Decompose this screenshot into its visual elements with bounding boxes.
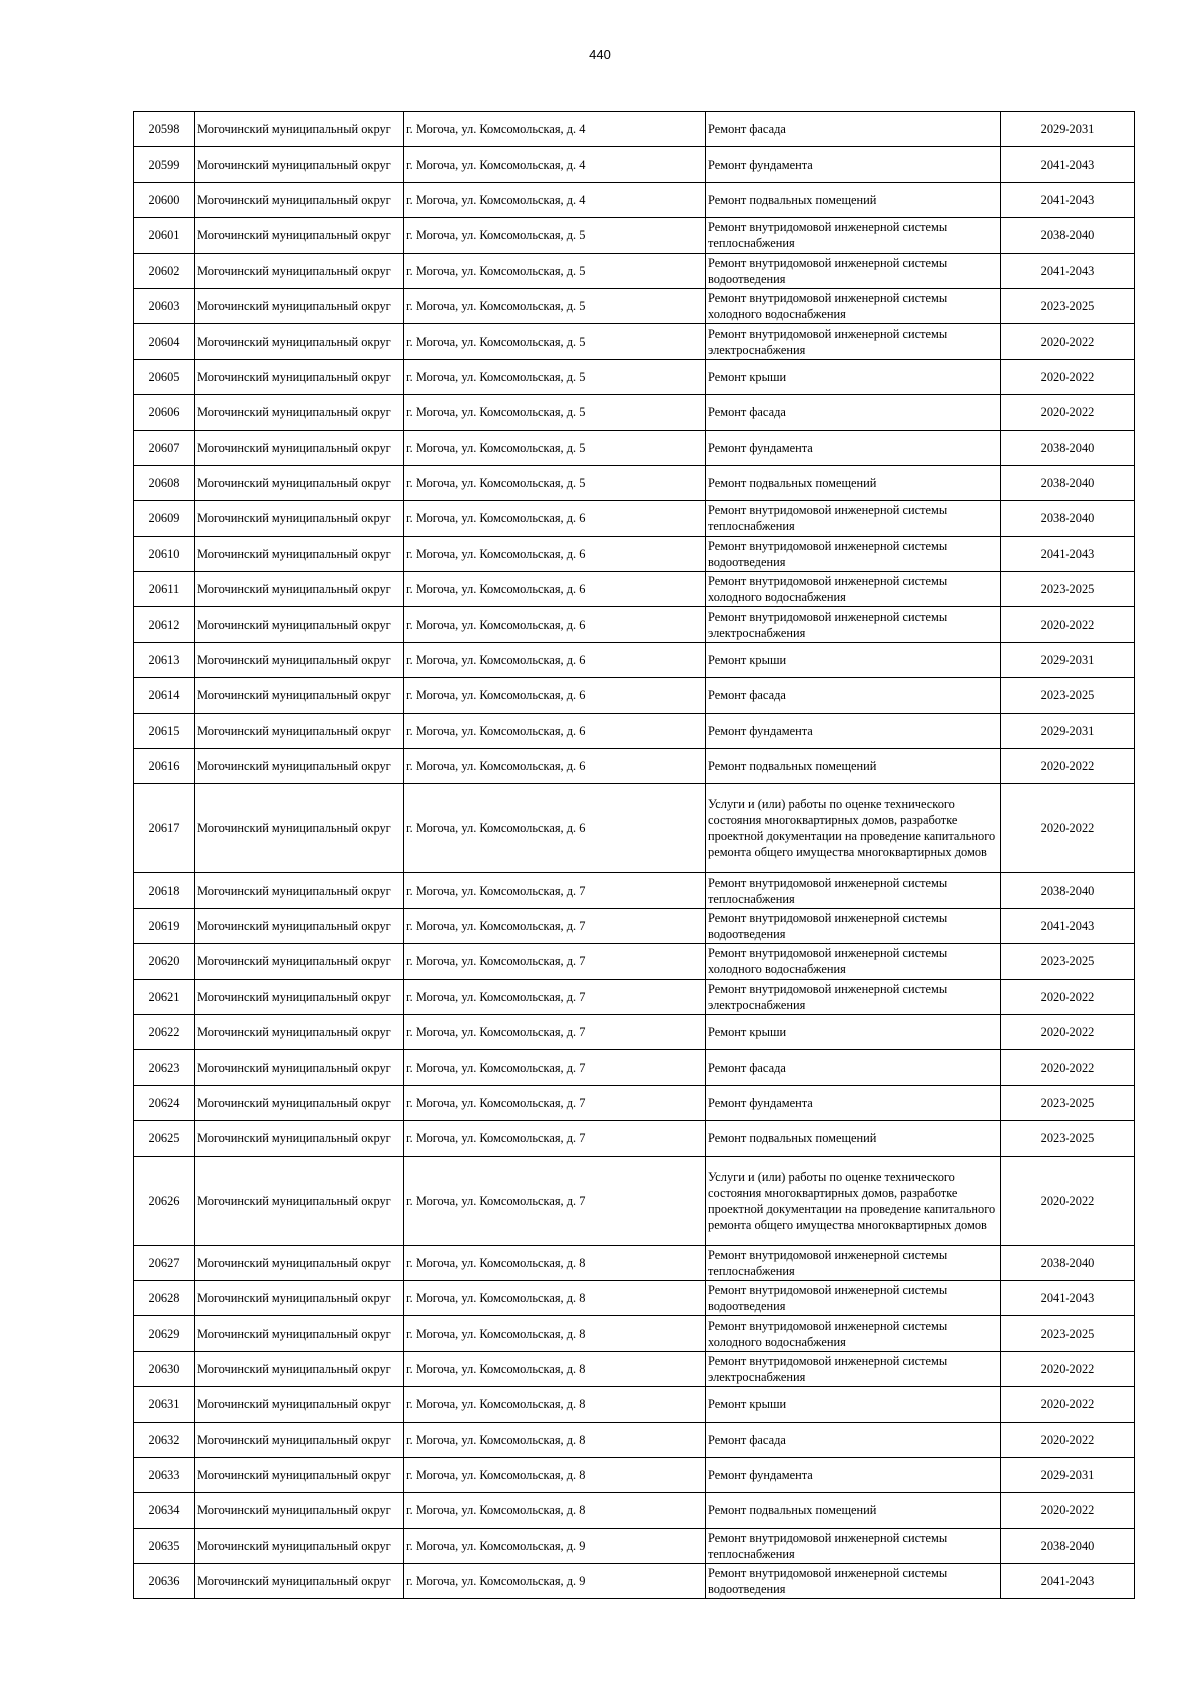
cell-period: 2029-2031: [1001, 112, 1135, 147]
cell-work-type: Ремонт фасада: [706, 112, 1001, 147]
cell-municipality: Могочинский муниципальный округ: [195, 784, 404, 873]
cell-address: г. Могоча, ул. Комсомольская, д. 7: [404, 1121, 706, 1156]
cell-work-type: Ремонт внутридомовой инженерной системы электроснабжения: [706, 979, 1001, 1014]
cell-period: 2023-2025: [1001, 678, 1135, 713]
cell-address: г. Могоча, ул. Комсомольская, д. 5: [404, 253, 706, 288]
cell-municipality: Могочинский муниципальный округ: [195, 1121, 404, 1156]
table-row: [134, 465, 1135, 500]
cell-municipality: Могочинский муниципальный округ: [195, 1014, 404, 1049]
table-row: [134, 873, 1135, 908]
cell-number: 20616: [134, 749, 195, 784]
cell-number: 20598: [134, 112, 195, 147]
table-row: [134, 359, 1135, 394]
cell-municipality: Могочинский муниципальный округ: [195, 324, 404, 359]
cell-period: 2020-2022: [1001, 1351, 1135, 1386]
cell-work-type: Ремонт внутридомовой инженерной системы водоотведения: [706, 253, 1001, 288]
table-row: [134, 1316, 1135, 1351]
cell-address: г. Могоча, ул. Комсомольская, д. 6: [404, 501, 706, 536]
cell-work-type: Ремонт крыши: [706, 1014, 1001, 1049]
cell-municipality: Могочинский муниципальный округ: [195, 1493, 404, 1528]
cell-municipality: Могочинский муниципальный округ: [195, 465, 404, 500]
cell-number: 20629: [134, 1316, 195, 1351]
cell-work-type: Ремонт крыши: [706, 359, 1001, 394]
cell-municipality: Могочинский муниципальный округ: [195, 873, 404, 908]
cell-number: 20632: [134, 1422, 195, 1457]
cell-number: 20623: [134, 1050, 195, 1085]
cell-number: 20600: [134, 182, 195, 217]
cell-municipality: Могочинский муниципальный округ: [195, 678, 404, 713]
cell-number: 20620: [134, 944, 195, 979]
cell-work-type: Ремонт подвальных помещений: [706, 182, 1001, 217]
cell-number: 20601: [134, 218, 195, 253]
cell-work-type: Ремонт подвальных помещений: [706, 749, 1001, 784]
table-row: [134, 1280, 1135, 1315]
cell-work-type: Ремонт внутридомовой инженерной системы холодного водоснабжения: [706, 944, 1001, 979]
cell-work-type: Ремонт фундамента: [706, 430, 1001, 465]
table-row: [134, 908, 1135, 943]
cell-number: 20627: [134, 1245, 195, 1280]
cell-number: 20626: [134, 1156, 195, 1245]
cell-address: г. Могоча, ул. Комсомольская, д. 5: [404, 218, 706, 253]
cell-work-type: Ремонт внутридомовой инженерной системы холодного водоснабжения: [706, 1316, 1001, 1351]
cell-period: 2041-2043: [1001, 147, 1135, 182]
cell-period: 2041-2043: [1001, 908, 1135, 943]
cell-municipality: Могочинский муниципальный округ: [195, 749, 404, 784]
cell-address: г. Могоча, ул. Комсомольская, д. 6: [404, 536, 706, 571]
cell-address: г. Могоча, ул. Комсомольская, д. 7: [404, 944, 706, 979]
cell-period: 2020-2022: [1001, 1156, 1135, 1245]
cell-period: 2020-2022: [1001, 1493, 1135, 1528]
cell-address: г. Могоча, ул. Комсомольская, д. 5: [404, 465, 706, 500]
cell-work-type: Ремонт фундамента: [706, 147, 1001, 182]
table-row: [134, 1121, 1135, 1156]
cell-period: 2029-2031: [1001, 1457, 1135, 1492]
cell-work-type: Ремонт фундамента: [706, 1085, 1001, 1120]
cell-number: 20628: [134, 1280, 195, 1315]
cell-number: 20610: [134, 536, 195, 571]
table-row: [134, 182, 1135, 217]
table-row: [134, 1457, 1135, 1492]
cell-period: 2023-2025: [1001, 1121, 1135, 1156]
cell-address: г. Могоча, ул. Комсомольская, д. 9: [404, 1528, 706, 1563]
cell-address: г. Могоча, ул. Комсомольская, д. 4: [404, 112, 706, 147]
cell-number: 20606: [134, 395, 195, 430]
cell-work-type: Ремонт подвальных помещений: [706, 1493, 1001, 1528]
cell-number: 20599: [134, 147, 195, 182]
table-row: [134, 501, 1135, 536]
cell-address: г. Могоча, ул. Комсомольская, д. 7: [404, 1014, 706, 1049]
cell-period: 2038-2040: [1001, 1528, 1135, 1563]
table-row: [134, 1156, 1135, 1245]
table-row: [134, 1422, 1135, 1457]
cell-period: 2020-2022: [1001, 1014, 1135, 1049]
cell-address: г. Могоча, ул. Комсомольская, д. 8: [404, 1316, 706, 1351]
cell-period: 2023-2025: [1001, 572, 1135, 607]
table-row: [134, 1014, 1135, 1049]
cell-municipality: Могочинский муниципальный округ: [195, 944, 404, 979]
table-row: [134, 324, 1135, 359]
cell-period: 2041-2043: [1001, 182, 1135, 217]
cell-work-type: Ремонт внутридомовой инженерной системы теплоснабжения: [706, 501, 1001, 536]
cell-work-type: Ремонт внутридомовой инженерной системы теплоснабжения: [706, 1528, 1001, 1563]
page-number: 440: [589, 47, 611, 62]
table-row: [134, 218, 1135, 253]
cell-address: г. Могоча, ул. Комсомольская, д. 8: [404, 1280, 706, 1315]
cell-municipality: Могочинский муниципальный округ: [195, 536, 404, 571]
table-row: [134, 430, 1135, 465]
cell-period: 2020-2022: [1001, 749, 1135, 784]
cell-period: 2038-2040: [1001, 465, 1135, 500]
cell-address: г. Могоча, ул. Комсомольская, д. 7: [404, 1050, 706, 1085]
cell-address: г. Могоча, ул. Комсомольская, д. 8: [404, 1245, 706, 1280]
cell-number: 20625: [134, 1121, 195, 1156]
table-row: [134, 1245, 1135, 1280]
cell-municipality: Могочинский муниципальный округ: [195, 430, 404, 465]
cell-number: 20611: [134, 572, 195, 607]
cell-municipality: Могочинский муниципальный округ: [195, 1457, 404, 1492]
cell-number: 20602: [134, 253, 195, 288]
cell-period: 2020-2022: [1001, 359, 1135, 394]
cell-number: 20608: [134, 465, 195, 500]
cell-municipality: Могочинский муниципальный округ: [195, 1316, 404, 1351]
table-row: [134, 1528, 1135, 1563]
cell-address: г. Могоча, ул. Комсомольская, д. 7: [404, 979, 706, 1014]
cell-period: 2023-2025: [1001, 944, 1135, 979]
cell-address: г. Могоча, ул. Комсомольская, д. 6: [404, 749, 706, 784]
cell-address: г. Могоча, ул. Комсомольская, д. 7: [404, 908, 706, 943]
cell-address: г. Могоча, ул. Комсомольская, д. 6: [404, 784, 706, 873]
cell-number: 20624: [134, 1085, 195, 1120]
cell-address: г. Могоча, ул. Комсомольская, д. 9: [404, 1564, 706, 1599]
cell-period: 2041-2043: [1001, 1280, 1135, 1315]
table-row: [134, 253, 1135, 288]
cell-number: 20633: [134, 1457, 195, 1492]
cell-address: г. Могоча, ул. Комсомольская, д. 7: [404, 1085, 706, 1120]
cell-address: г. Могоча, ул. Комсомольская, д. 5: [404, 359, 706, 394]
cell-period: 2020-2022: [1001, 1387, 1135, 1422]
cell-work-type: Ремонт подвальных помещений: [706, 1121, 1001, 1156]
cell-period: 2041-2043: [1001, 1564, 1135, 1599]
table-row: [134, 749, 1135, 784]
table-row: [134, 784, 1135, 873]
cell-work-type: Ремонт крыши: [706, 642, 1001, 677]
cell-work-type: Ремонт фундамента: [706, 713, 1001, 748]
cell-number: 20609: [134, 501, 195, 536]
cell-period: 2041-2043: [1001, 253, 1135, 288]
cell-number: 20604: [134, 324, 195, 359]
cell-address: г. Могоча, ул. Комсомольская, д. 7: [404, 1156, 706, 1245]
cell-number: 20636: [134, 1564, 195, 1599]
table-row: [134, 713, 1135, 748]
cell-address: г. Могоча, ул. Комсомольская, д. 8: [404, 1422, 706, 1457]
cell-number: 20631: [134, 1387, 195, 1422]
cell-address: г. Могоча, ул. Комсомольская, д. 8: [404, 1387, 706, 1422]
cell-address: г. Могоча, ул. Комсомольская, д. 5: [404, 288, 706, 323]
cell-number: 20607: [134, 430, 195, 465]
repair-schedule-table: [133, 111, 1135, 1599]
cell-municipality: Могочинский муниципальный округ: [195, 1050, 404, 1085]
cell-address: г. Могоча, ул. Комсомольская, д. 8: [404, 1457, 706, 1492]
cell-period: 2020-2022: [1001, 324, 1135, 359]
cell-work-type: Ремонт фасада: [706, 1422, 1001, 1457]
cell-work-type: Услуги и (или) работы по оценке технического состояния многоквартирных домов, разработке проектной документации на проведение капитального ремонта общего имущества многоквартирных домов: [706, 1156, 1001, 1245]
table-row: [134, 979, 1135, 1014]
cell-period: 2041-2043: [1001, 536, 1135, 571]
table-row: [134, 1085, 1135, 1120]
table-row: [134, 112, 1135, 147]
cell-number: 20614: [134, 678, 195, 713]
cell-work-type: Ремонт внутридомовой инженерной системы холодного водоснабжения: [706, 288, 1001, 323]
table-row: [134, 607, 1135, 642]
cell-number: 20603: [134, 288, 195, 323]
cell-work-type: Ремонт фасада: [706, 1050, 1001, 1085]
cell-work-type: Ремонт фасада: [706, 678, 1001, 713]
table-row: [134, 572, 1135, 607]
cell-period: 2038-2040: [1001, 873, 1135, 908]
cell-address: г. Могоча, ул. Комсомольская, д. 6: [404, 713, 706, 748]
cell-address: г. Могоча, ул. Комсомольская, д. 5: [404, 324, 706, 359]
cell-municipality: Могочинский муниципальный округ: [195, 1280, 404, 1315]
cell-number: 20635: [134, 1528, 195, 1563]
cell-number: 20630: [134, 1351, 195, 1386]
cell-period: 2023-2025: [1001, 1316, 1135, 1351]
cell-work-type: Ремонт внутридомовой инженерной системы водоотведения: [706, 536, 1001, 571]
cell-work-type: Ремонт внутридомовой инженерной системы теплоснабжения: [706, 1245, 1001, 1280]
table-row: [134, 1493, 1135, 1528]
cell-municipality: Могочинский муниципальный округ: [195, 1387, 404, 1422]
cell-number: 20613: [134, 642, 195, 677]
cell-municipality: Могочинский муниципальный округ: [195, 1085, 404, 1120]
table-row: [134, 1050, 1135, 1085]
cell-address: г. Могоча, ул. Комсомольская, д. 8: [404, 1351, 706, 1386]
cell-period: 2020-2022: [1001, 979, 1135, 1014]
cell-municipality: Могочинский муниципальный округ: [195, 908, 404, 943]
cell-address: г. Могоча, ул. Комсомольская, д. 7: [404, 873, 706, 908]
cell-number: 20618: [134, 873, 195, 908]
table-row: [134, 288, 1135, 323]
cell-work-type: Ремонт фасада: [706, 395, 1001, 430]
cell-period: 2029-2031: [1001, 713, 1135, 748]
table-row: [134, 147, 1135, 182]
cell-municipality: Могочинский муниципальный округ: [195, 607, 404, 642]
cell-work-type: Ремонт внутридомовой инженерной системы электроснабжения: [706, 607, 1001, 642]
cell-number: 20622: [134, 1014, 195, 1049]
cell-period: 2020-2022: [1001, 395, 1135, 430]
cell-number: 20621: [134, 979, 195, 1014]
cell-number: 20634: [134, 1493, 195, 1528]
cell-number: 20617: [134, 784, 195, 873]
cell-address: г. Могоча, ул. Комсомольская, д. 5: [404, 395, 706, 430]
cell-work-type: Ремонт фундамента: [706, 1457, 1001, 1492]
cell-address: г. Могоча, ул. Комсомольская, д. 6: [404, 572, 706, 607]
cell-municipality: Могочинский муниципальный округ: [195, 642, 404, 677]
cell-address: г. Могоча, ул. Комсомольская, д. 4: [404, 182, 706, 217]
cell-period: 2038-2040: [1001, 218, 1135, 253]
cell-period: 2029-2031: [1001, 642, 1135, 677]
cell-municipality: Могочинский муниципальный округ: [195, 218, 404, 253]
table-row: [134, 1351, 1135, 1386]
cell-address: г. Могоча, ул. Комсомольская, д. 6: [404, 678, 706, 713]
cell-period: 2020-2022: [1001, 1422, 1135, 1457]
table-row: [134, 1387, 1135, 1422]
cell-municipality: Могочинский муниципальный округ: [195, 1351, 404, 1386]
cell-municipality: Могочинский муниципальный округ: [195, 182, 404, 217]
cell-municipality: Могочинский муниципальный округ: [195, 147, 404, 182]
cell-work-type: Ремонт внутридомовой инженерной системы водоотведения: [706, 1280, 1001, 1315]
cell-period: 2020-2022: [1001, 1050, 1135, 1085]
cell-work-type: Ремонт внутридомовой инженерной системы водоотведения: [706, 1564, 1001, 1599]
cell-period: 2038-2040: [1001, 430, 1135, 465]
cell-number: 20615: [134, 713, 195, 748]
table-body: [134, 112, 1135, 1599]
cell-period: 2020-2022: [1001, 607, 1135, 642]
cell-address: г. Могоча, ул. Комсомольская, д. 8: [404, 1493, 706, 1528]
cell-municipality: Могочинский муниципальный округ: [195, 1528, 404, 1563]
cell-municipality: Могочинский муниципальный округ: [195, 713, 404, 748]
cell-municipality: Могочинский муниципальный округ: [195, 1245, 404, 1280]
cell-number: 20605: [134, 359, 195, 394]
cell-municipality: Могочинский муниципальный округ: [195, 395, 404, 430]
cell-work-type: Ремонт внутридомовой инженерной системы теплоснабжения: [706, 218, 1001, 253]
cell-address: г. Могоча, ул. Комсомольская, д. 4: [404, 147, 706, 182]
cell-work-type: Ремонт крыши: [706, 1387, 1001, 1422]
cell-work-type: Ремонт внутридомовой инженерной системы водоотведения: [706, 908, 1001, 943]
cell-municipality: Могочинский муниципальный округ: [195, 1564, 404, 1599]
cell-address: г. Могоча, ул. Комсомольская, д. 6: [404, 642, 706, 677]
cell-period: 2023-2025: [1001, 1085, 1135, 1120]
cell-period: 2038-2040: [1001, 501, 1135, 536]
cell-municipality: Могочинский муниципальный округ: [195, 1156, 404, 1245]
cell-number: 20612: [134, 607, 195, 642]
cell-period: 2038-2040: [1001, 1245, 1135, 1280]
cell-municipality: Могочинский муниципальный округ: [195, 979, 404, 1014]
table-row: [134, 395, 1135, 430]
cell-municipality: Могочинский муниципальный округ: [195, 1422, 404, 1457]
cell-work-type: Ремонт внутридомовой инженерной системы теплоснабжения: [706, 873, 1001, 908]
table-row: [134, 944, 1135, 979]
cell-municipality: Могочинский муниципальный округ: [195, 572, 404, 607]
cell-municipality: Могочинский муниципальный округ: [195, 359, 404, 394]
cell-work-type: Ремонт внутридомовой инженерной системы холодного водоснабжения: [706, 572, 1001, 607]
cell-period: 2023-2025: [1001, 288, 1135, 323]
cell-work-type: Ремонт подвальных помещений: [706, 465, 1001, 500]
cell-municipality: Могочинский муниципальный округ: [195, 112, 404, 147]
cell-period: 2020-2022: [1001, 784, 1135, 873]
cell-work-type: Ремонт внутридомовой инженерной системы электроснабжения: [706, 1351, 1001, 1386]
cell-address: г. Могоча, ул. Комсомольская, д. 5: [404, 430, 706, 465]
cell-municipality: Могочинский муниципальный округ: [195, 253, 404, 288]
cell-work-type: Услуги и (или) работы по оценке технического состояния многоквартирных домов, разработке проектной документации на проведение капитального ремонта общего имущества многоквартирных домов: [706, 784, 1001, 873]
cell-work-type: Ремонт внутридомовой инженерной системы электроснабжения: [706, 324, 1001, 359]
table-row: [134, 536, 1135, 571]
cell-number: 20619: [134, 908, 195, 943]
cell-address: г. Могоча, ул. Комсомольская, д. 6: [404, 607, 706, 642]
table-row: [134, 678, 1135, 713]
cell-municipality: Могочинский муниципальный округ: [195, 288, 404, 323]
table-row: [134, 1564, 1135, 1599]
table-row: [134, 642, 1135, 677]
cell-municipality: Могочинский муниципальный округ: [195, 501, 404, 536]
